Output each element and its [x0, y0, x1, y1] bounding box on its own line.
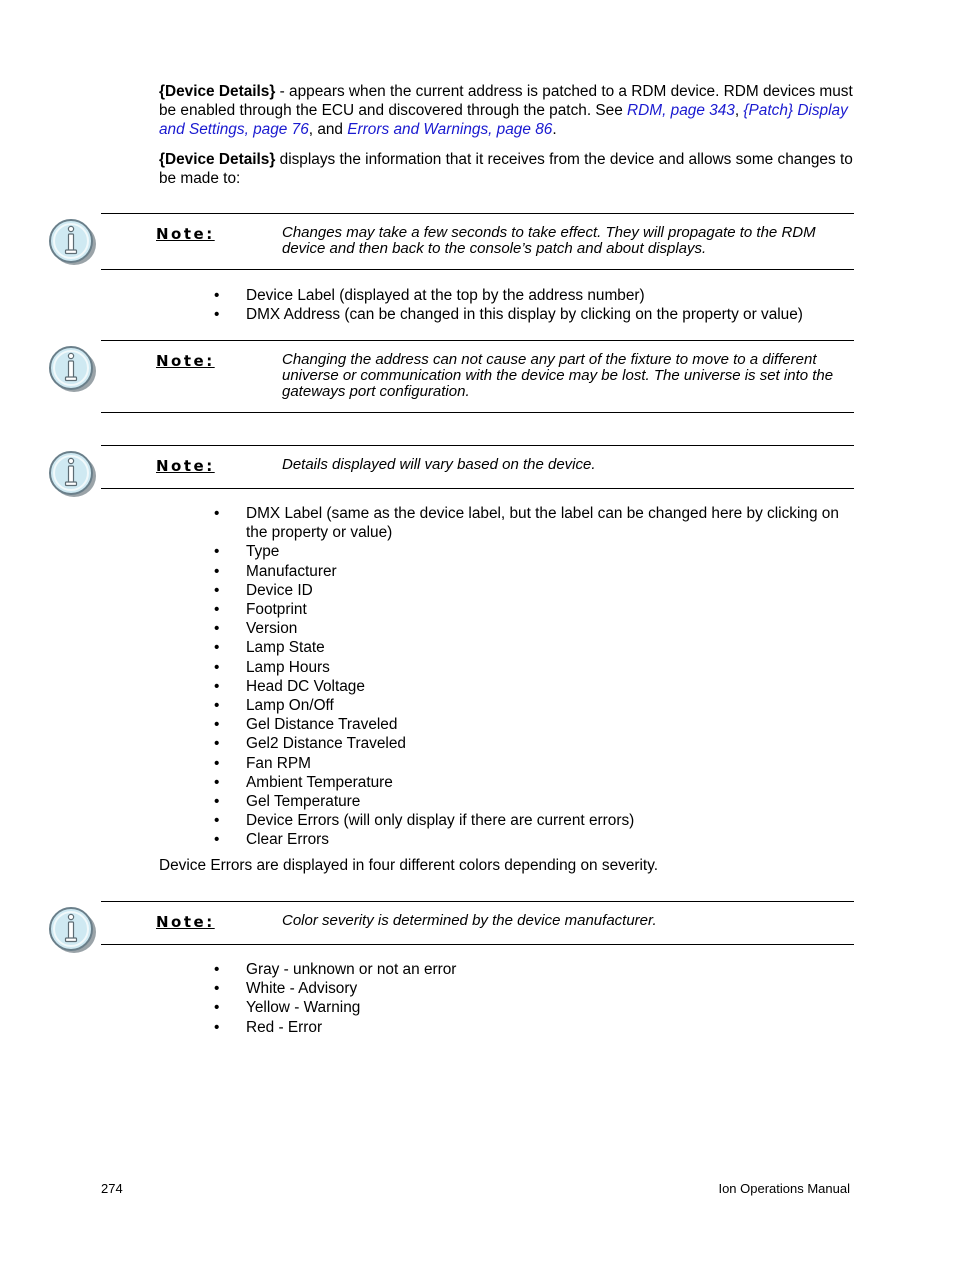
list-item: • Gray - unknown or not an error	[214, 961, 457, 978]
list-item: • Lamp State	[214, 639, 325, 657]
device-details-term: {Device Details}	[159, 83, 276, 100]
list-item: • Clear Errors	[214, 831, 329, 849]
list-item: • Yellow - Warning	[214, 999, 361, 1017]
list-item: • Red - Error	[214, 1018, 323, 1036]
note-label: Note:	[156, 225, 215, 243]
note-label: Note:	[156, 457, 215, 475]
list-item: • Device Label (displayed at the top by the address number)	[214, 287, 645, 304]
list-item: • Head DC Voltage	[214, 677, 365, 695]
info-note-icon	[47, 216, 97, 266]
note-text: Changes may take a few seconds to take effect. They will propagate to the RDM device and then back to the console’s patch and about displays.	[282, 224, 816, 257]
list-item: • Version	[214, 620, 298, 638]
link-patch-display[interactable]: {Patch} Display and Settings, page 76	[159, 102, 848, 138]
list-item: • Lamp Hours	[214, 658, 330, 676]
manual-title: Ion Operations Manual	[718, 1181, 850, 1196]
list-item: • Lamp On/Off	[214, 697, 334, 715]
list-item: • Type	[214, 543, 280, 561]
intro-paragraph-1: {Device Details} - appears when the current address is patched to a RDM device. RDM devices must be enabled through the ECU and discovered through the patch. See RDM, page 343, {Patch} Display and Settings, page 76, and Errors and Warnings, page 86.	[159, 83, 853, 138]
list-item: • Manufacturer	[214, 562, 337, 580]
note-top-rule	[101, 445, 854, 446]
info-note-icon	[47, 448, 97, 498]
note-bottom-rule	[101, 412, 854, 413]
link-errors-warnings[interactable]: Errors and Warnings, page 86	[347, 121, 553, 138]
note-text: Details displayed will vary based on the device.	[282, 456, 596, 473]
list-item: • White - Advisory	[214, 980, 358, 998]
list-item: • Gel Temperature	[214, 793, 361, 811]
list-item: • DMX Address (can be changed in this display by clicking on the property or value)	[214, 306, 803, 324]
bullet-list-1	[214, 286, 854, 324]
note-bottom-rule	[101, 944, 854, 945]
note-bottom-rule	[101, 488, 854, 489]
note-top-rule	[101, 340, 854, 341]
bullet-list-3	[214, 960, 854, 1037]
note-label: Note:	[156, 352, 215, 370]
intro-paragraph-2: {Device Details} displays the information that it receives from the device and allows some changes to be made to:	[159, 151, 853, 187]
note-text: Color severity is determined by the device manufacturer.	[282, 912, 657, 929]
device-details-term: {Device Details}	[159, 151, 276, 168]
note-top-rule	[101, 901, 854, 902]
page-number: 274	[101, 1181, 123, 1196]
list-item: • Fan RPM	[214, 754, 311, 772]
list-item: • Gel2 Distance Traveled	[214, 735, 406, 753]
bullet-list-2	[214, 504, 854, 850]
note-top-rule	[101, 213, 854, 214]
list-item: • DMX Label (same as the device label, but the label can be changed here by clicking on the property or value)	[214, 505, 839, 542]
list-item: • Footprint	[214, 601, 307, 619]
note-bottom-rule	[101, 269, 854, 270]
note-text: Changing the address can not cause any part of the fixture to move to a different universe or communication with the device may be lost. The universe is set into the gateways port configuration.	[282, 351, 834, 400]
list-item: • Device Errors (will only display if there are current errors)	[214, 812, 635, 830]
info-note-icon	[47, 343, 97, 393]
list-item: • Ambient Temperature	[214, 773, 393, 791]
note-label: Note:	[156, 913, 215, 931]
link-rdm[interactable]: RDM, page 343	[627, 102, 735, 119]
info-note-icon	[47, 904, 97, 954]
errors-paragraph: Device Errors are displayed in four different colors depending on severity.	[159, 857, 659, 874]
list-item: • Gel Distance Traveled	[214, 716, 398, 734]
list-item: • Device ID	[214, 581, 313, 599]
